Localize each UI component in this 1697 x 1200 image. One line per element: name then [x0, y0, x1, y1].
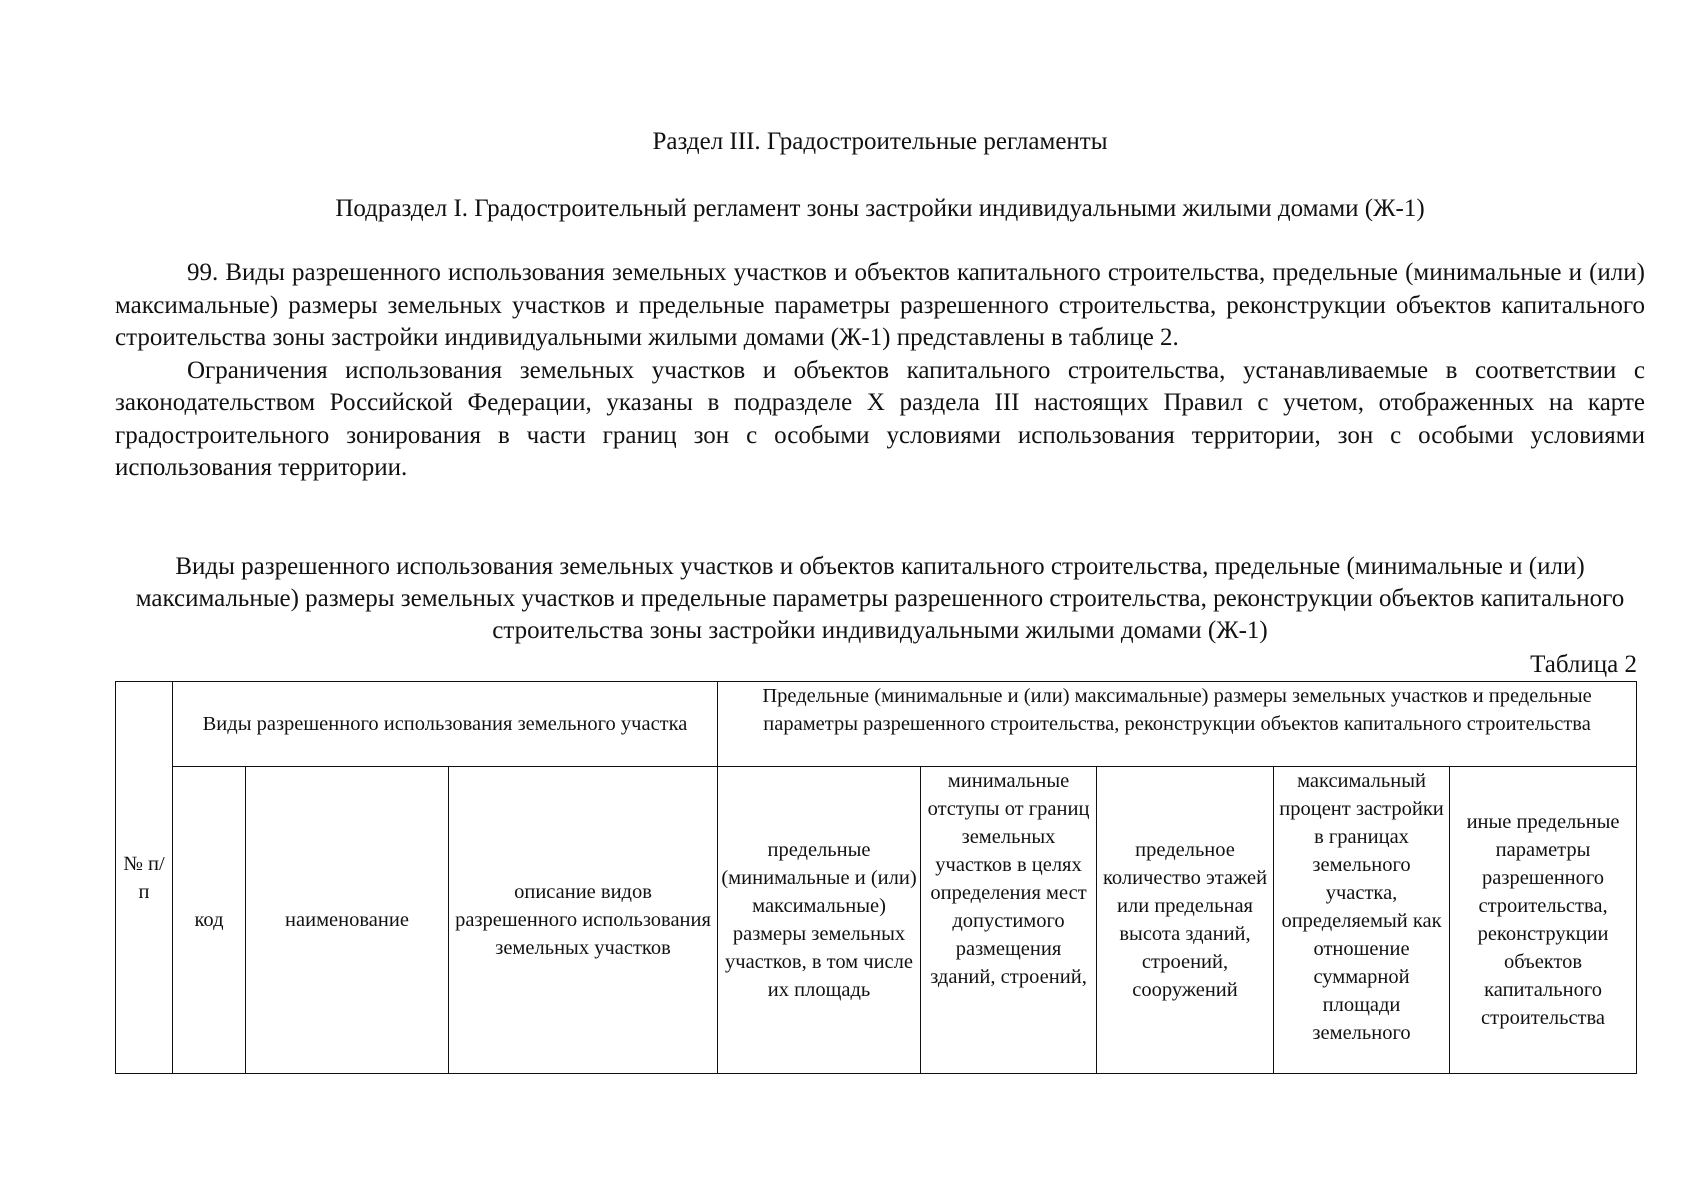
- paragraph-2: Ограничения использования земельных участков и объектов капитального строительства, устанавливаемые в соответствии с законодательством Российской Федерации, указаны в подразделе X раздела III настоящих Правил с учетом, отображенных на карте градостроительного зонирования в части границ зон с особыми условиями использования территории, зон с особыми условиями использования территории.: [115, 356, 1645, 481]
- header-code: код: [173, 767, 246, 1074]
- header-setbacks-text: минимальные отступы от границ земельных участков в целях определения мест допустимого размещения зданий, строений,: [927, 770, 1090, 988]
- header-group-uses: Виды разрешенного использования земельного участка: [173, 682, 718, 767]
- table-header-row-1: [116, 682, 1637, 767]
- header-coverage: [1274, 767, 1450, 1074]
- header-group-limits: Предельные (минимальные и (или) максимальные) размеры земельных участков и предельные параметры разрешенного строительства, реконструкции объектов капитального строительства: [718, 682, 1637, 767]
- table-header-row-2: [116, 767, 1637, 1074]
- header-plot-size: предельные (минимальные и (или) максимальные) размеры земельных участков, в том числе их площадь: [718, 767, 921, 1074]
- header-number: № п/п: [116, 682, 173, 1074]
- header-description: описание видов разрешенного использования земельных участков: [449, 767, 718, 1074]
- paragraph-1: 99. Виды разрешенного использования земельных участков и объектов капитального строительства, предельные (минимальные и (или) максимальные) размеры земельных участков и предельные параметры разрешенного строительства, реконструкции объектов капитального строительства зоны застройки индивидуальными жилыми домами (Ж-1) представлены в таблице 2.: [115, 259, 1645, 351]
- header-setbacks: [921, 767, 1097, 1074]
- subsection-title: Подраздел I. Градостроительный регламент зоны застройки индивидуальными жилыми домами (Ж-1): [335, 195, 1425, 222]
- header-floors: предельное количество этажей или предельная высота зданий, строений, сооружений: [1097, 767, 1274, 1074]
- header-name: наименование: [246, 767, 449, 1074]
- table-caption: Виды разрешенного использования земельных участков и объектов капитального строительства, предельные (минимальные и (или) максимальные) размеры земельных участков и предельные параметры разрешенного строительства, реконструкции объектов капитального строительства зоны застройки индивидуальными жилыми домами (Ж-1): [135, 553, 1625, 644]
- table-number: Таблица 2: [1530, 651, 1637, 678]
- regulations-table: [115, 681, 1637, 1074]
- header-other: иные предельные параметры разрешенного строительства, реконструкции объектов капитального строительства: [1450, 767, 1637, 1074]
- body-text: [115, 257, 1645, 485]
- section-title: Раздел III. Градостроительные регламенты: [652, 128, 1108, 155]
- header-coverage-text: максимальный процент застройки в границах земельного участка, определяемый как отношение суммарной площади земельного: [1279, 770, 1444, 1044]
